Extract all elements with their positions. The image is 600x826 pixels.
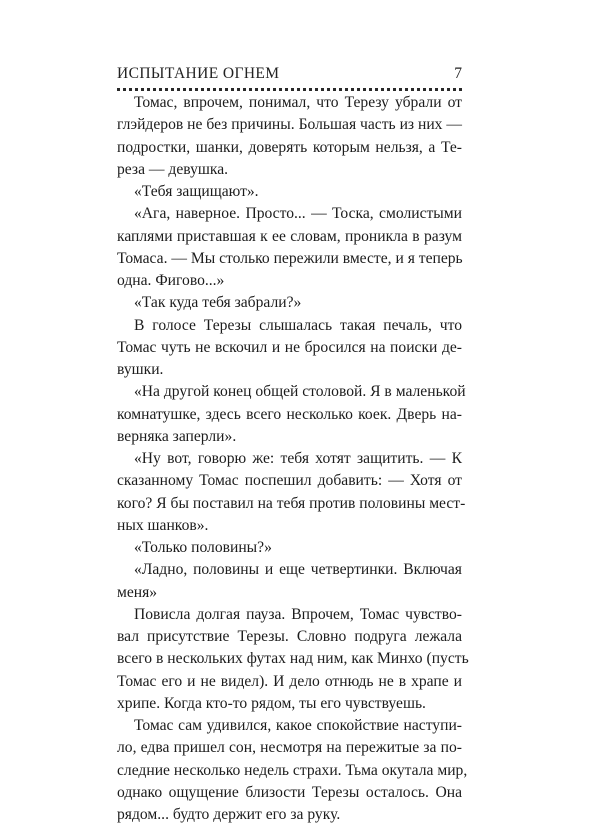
text-line: вал присутствие Терезы. Словно подруга лежала — [117, 628, 462, 645]
text-line: Томас сам удивился, какое спокойствие наступи- — [134, 717, 462, 734]
page-number: 7 — [454, 65, 462, 82]
text-line: В голосе Терезы слышалась такая печаль, что — [134, 316, 462, 334]
text-line: реза — девушка. — [117, 160, 229, 178]
text-line: «Только половины?» — [134, 539, 272, 556]
running-header — [117, 63, 462, 85]
body-text — [117, 92, 469, 826]
text-line: комнатушке, здесь всего несколько коек. Дверь на- — [117, 405, 462, 423]
text-line: рядом... будто держит его за руку. — [117, 806, 341, 823]
text-line: вушки. — [117, 361, 164, 378]
text-line: «Тебя защищают». — [134, 183, 259, 200]
text-line: Повисла долгая пауза. Впрочем, Томас чувство- — [134, 605, 462, 623]
text-line: следние несколько недель страхи. Тьма окутала мир, — [117, 761, 468, 779]
text-line: «Ага, наверное. Просто... — Тоска, смолистыми — [134, 205, 462, 223]
running-title: ИСПЫТАНИЕ ОГНЕМ — [117, 65, 280, 82]
text-line: кого? Я бы поставил на тебя против половины мест- — [117, 494, 466, 512]
text-line: «Так куда тебя забрали?» — [134, 294, 302, 312]
text-line: однако ощущение близости Терезы осталось. Она — [117, 783, 462, 801]
text-line: «На другой конец общей столовой. Я в маленькой — [134, 383, 466, 401]
text-line: Томас, впрочем, понимал, что Терезу убрали от — [134, 94, 462, 111]
text-line: одна. Фигово...» — [117, 272, 225, 289]
text-line: Томас его и не видел). И дело отнюдь не в храпе и — [117, 672, 462, 690]
text-line: всего в нескольких футах над ним, как Минхо (пусть — [117, 650, 469, 668]
text-line: ных шанков». — [117, 516, 209, 534]
text-line: ло, едва пришел сон, несмотря на пережитые за по- — [117, 739, 462, 757]
header-dotted-rule — [117, 88, 462, 91]
text-line: Томас чуть не вскочил и не бросился на поиски де- — [117, 338, 462, 356]
text-line: сказанному Томас поспешил добавить: — Хотя от — [117, 472, 462, 490]
text-line: каплями приставшая к ее словам, проникла в разум — [117, 227, 462, 245]
text-line: «Ну вот, говорю же: тебя хотят защитить. — К — [134, 450, 462, 467]
text-line: глэйдеров не без причины. Большая часть из них — — [117, 116, 462, 134]
text-line: меня» — [117, 583, 158, 601]
text-line: «Ладно, половины и еще четвертинки. Включая — [134, 561, 462, 579]
text-line: подростки, шанки, доверять которым нельзя, а Те- — [117, 138, 462, 156]
text-line: верняка заперли». — [117, 427, 237, 445]
text-line: хрипе. Когда кто-то рядом, ты его чувствуешь. — [117, 694, 426, 712]
text-line: Томаса. — Мы столько пережили вместе, и я теперь — [117, 249, 463, 267]
